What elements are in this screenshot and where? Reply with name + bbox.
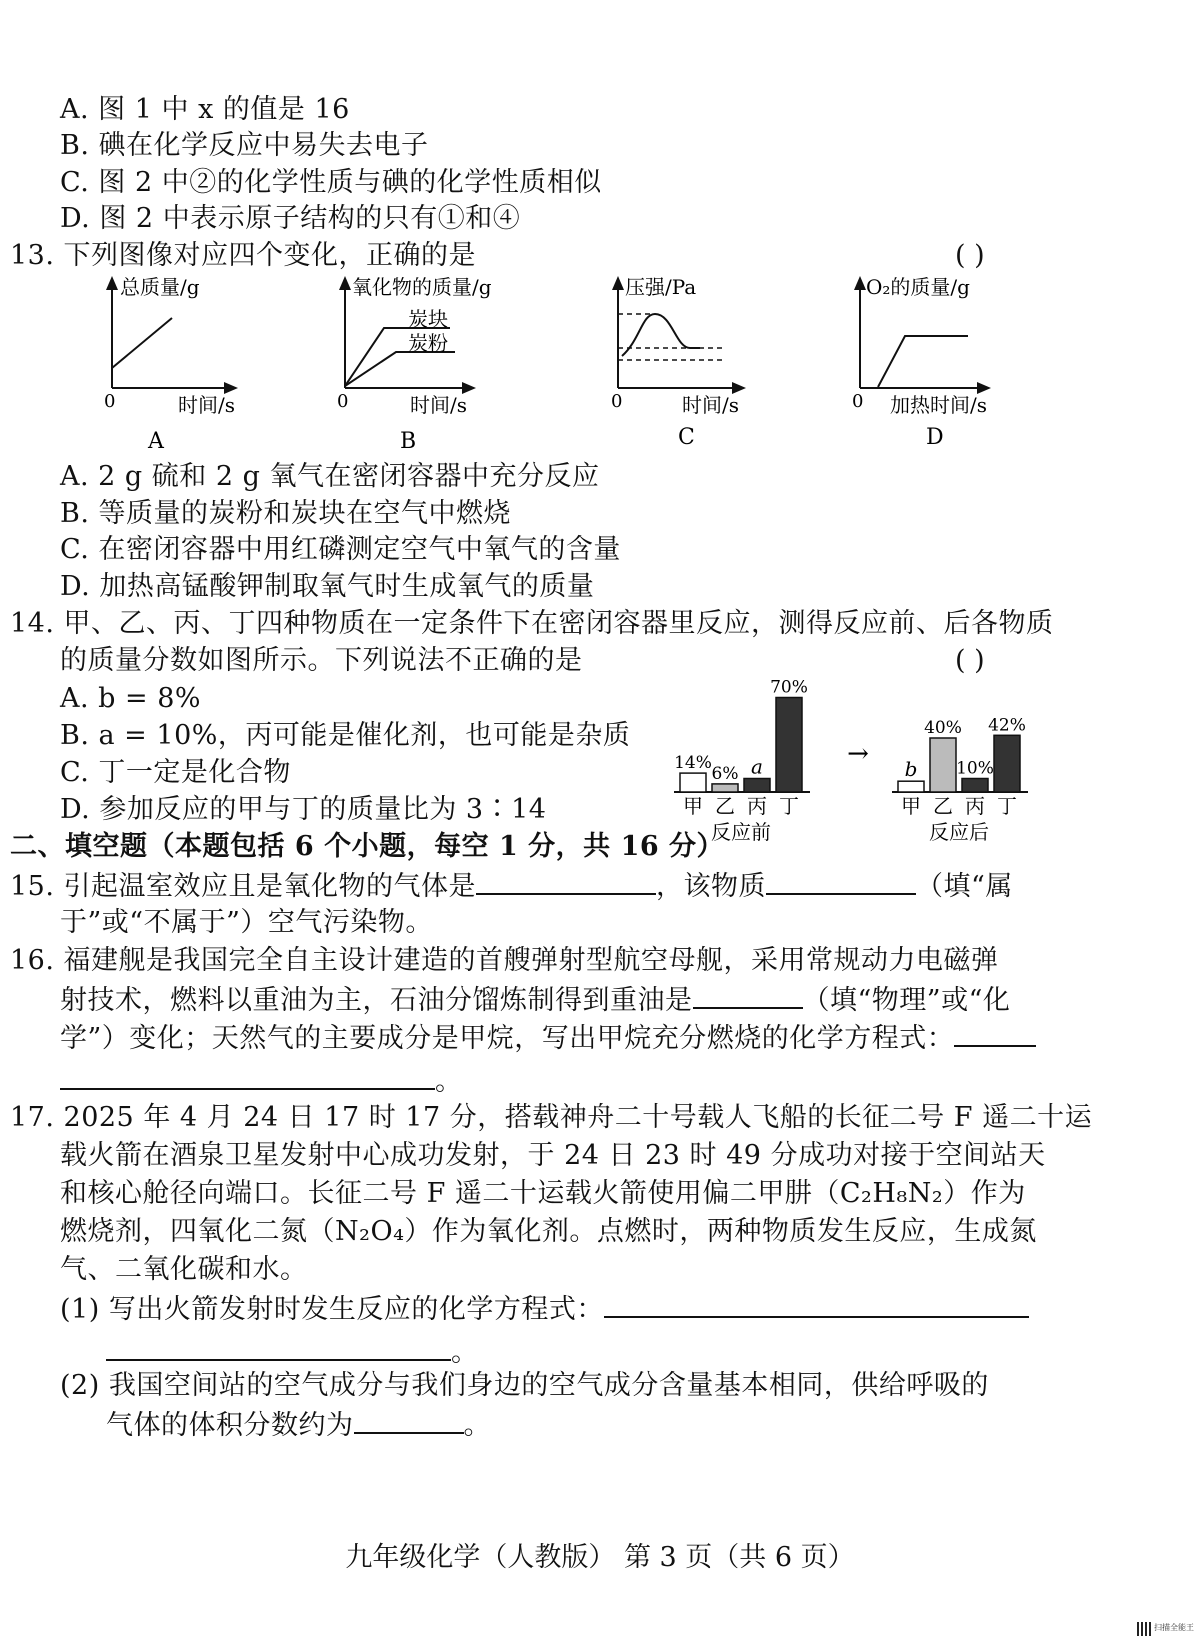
bar-2-4	[994, 735, 1020, 792]
graph-b-letter: B	[400, 429, 417, 454]
q17-line-2: 载火箭在酒泉卫星发射中心成功发射，于 24 日 23 时 49 分成功对接于空间站天	[60, 1140, 1046, 1171]
q17-line-3: 和核心舱径向端口。长征二号 F 遥二十运载火箭使用偏二甲肼（C₂H₈N₂）作为	[60, 1178, 1026, 1209]
q17-part-2-text: 气体的体积分数约为	[106, 1410, 354, 1441]
q13-answer-paren: ( )	[955, 240, 985, 271]
q17-line-5: 气、二氧化碳和水。	[60, 1254, 308, 1285]
category-2-4: 丁	[997, 794, 1017, 818]
bar-1-3	[744, 779, 770, 793]
bar-2-2	[930, 738, 956, 792]
chart-2-caption: 反应后	[929, 820, 989, 844]
category-2-2: 乙	[933, 794, 953, 818]
q16-line-4	[60, 1062, 463, 1100]
graph-b-ylabel: 氧化物的质量/g	[352, 275, 492, 299]
q15-text-3: （填“属	[916, 871, 1013, 902]
q15-blank-2[interactable]	[766, 867, 916, 895]
graph-b-xlabel: 时间/s	[410, 393, 468, 417]
bar-label-2-4: 42%	[988, 715, 1026, 736]
q17-line-4: 燃烧剂，四氧化二氮（N₂O₄）作为氧化剂。点燃时，两种物质发生反应，生成氮	[60, 1216, 1037, 1247]
q14-stem-line-1: 14. 甲、乙、丙、丁四种物质在一定条件下在密闭容器里反应，测得反应前、后各物质	[10, 608, 1054, 639]
q13-option-b: B. 等质量的炭粉和炭块在空气中燃烧	[60, 498, 512, 529]
graph-b-curve-slow	[345, 352, 455, 386]
q16-line-2	[60, 981, 1010, 1019]
q17-part-2-line-2	[106, 1406, 491, 1444]
bar-label-2-1: b	[904, 757, 918, 782]
scanner-watermark: 扫描全能王	[1154, 1623, 1194, 1632]
q16-period: 。	[435, 1066, 463, 1097]
graph-a-xlabel: 时间/s	[178, 393, 236, 417]
category-1-2: 乙	[715, 794, 735, 818]
graph-b-origin: 0	[337, 391, 349, 412]
q13-option-a: A. 2 g 硫和 2 g 氧气在密闭容器中充分反应	[60, 461, 600, 492]
graph-d-letter: D	[926, 425, 944, 450]
q16-text-2a: 射技术，燃料以重油为主，石油分馏炼制得到重油是	[60, 985, 693, 1016]
bar-label-1-4: 70%	[770, 677, 808, 698]
q17-part-2-period: 。	[463, 1410, 491, 1441]
q17-part-1-text: (1) 写出火箭发射时发生反应的化学方程式：	[60, 1294, 604, 1325]
category-1-4: 丁	[779, 794, 799, 818]
q15-blank-1[interactable]	[476, 867, 656, 895]
graph-c	[611, 275, 740, 450]
q14-option-b: B. a = 10%，丙可能是催化剂，也可能是杂质	[60, 720, 631, 751]
q16-blank-2a[interactable]	[954, 1019, 1036, 1047]
q17-part-2-line-1: (2) 我国空间站的空气成分与我们身边的空气成分含量基本相同，供给呼吸的	[60, 1370, 989, 1401]
graph-d-xlabel: 加热时间/s	[890, 393, 988, 417]
graph-a-curve	[112, 318, 172, 368]
q17-line-1: 17. 2025 年 4 月 24 日 17 时 17 分，搭载神舟二十号载人飞船的长征二号 F 遥二十运	[10, 1102, 1093, 1133]
q16-text-2b: （填“物理”或“化	[802, 985, 1011, 1016]
graph-a-ylabel: 总质量/g	[120, 275, 200, 299]
q14-answer-paren: ( )	[955, 645, 985, 676]
graph-c-xlabel: 时间/s	[682, 393, 740, 417]
page-footer: 九年级化学（人教版） 第 3 页（共 6 页）	[345, 1542, 855, 1573]
q17-blank-1a[interactable]	[604, 1290, 1029, 1318]
q16-text-3: 学”）变化；天然气的主要成分是甲烷，写出甲烷充分燃烧的化学方程式：	[60, 1023, 955, 1054]
category-1-3: 丙	[747, 794, 767, 818]
graph-b-curve-label-1: 炭块	[408, 307, 448, 331]
graph-b-curve-label-2: 炭粉	[408, 331, 448, 355]
q12-option-c: C. 图 2 中②的化学性质与碘的化学性质相似	[60, 167, 602, 198]
graph-b	[337, 275, 492, 454]
bar-label-1-3: a	[751, 754, 763, 779]
q17-part-1-period: 。	[451, 1337, 479, 1368]
q15-line-1	[10, 867, 1013, 905]
q14-option-d: D. 参加反应的甲与丁的质量比为 3∶14	[60, 794, 547, 825]
graph-d-origin: 0	[852, 391, 864, 412]
bar-1-2	[712, 784, 738, 792]
q13-option-c: C. 在密闭容器中用红磷测定空气中氧气的含量	[60, 534, 621, 565]
q16-line-1: 16. 福建舰是我国完全自主设计建造的首艘弹射型航空母舰，采用常规动力电磁弹	[10, 945, 999, 976]
bar-2-3	[962, 779, 988, 793]
bar-label-1-1: 14%	[674, 753, 712, 774]
q17-blank-1b[interactable]	[106, 1333, 451, 1361]
q14-option-a: A. b = 8%	[60, 683, 202, 714]
bar-1-1	[680, 773, 706, 792]
reaction-arrow-icon: →	[847, 739, 869, 769]
qr-code-icon	[1137, 1622, 1151, 1636]
q17-part-1-cont	[106, 1333, 479, 1371]
q14-stem-line-2: 的质量分数如图所示。下列说法不正确的是	[60, 645, 583, 676]
q12-option-b: B. 碘在化学反应中易失去电子	[60, 130, 429, 161]
graph-c-curve	[622, 314, 700, 356]
q15-line-2: 于”或“不属于”）空气污染物。	[60, 907, 433, 938]
q15-text-1: 15. 引起温室效应且是氧化物的气体是	[10, 871, 477, 902]
bar-label-2-2: 40%	[924, 718, 962, 738]
q15-text-2: ，该物质	[656, 871, 767, 902]
q13-graphs	[0, 270, 1200, 460]
graph-a-letter: A	[148, 429, 164, 454]
category-1-1: 甲	[683, 794, 703, 818]
bar-label-1-2: 6%	[711, 763, 739, 784]
q16-blank-2b[interactable]	[60, 1062, 435, 1090]
bar-1-4	[776, 698, 802, 793]
q16-line-3	[60, 1019, 1036, 1057]
graph-d-ylabel: O₂的质量/g	[866, 275, 970, 299]
q16-blank-1[interactable]	[693, 981, 803, 1009]
q12-option-d: D. 图 2 中表示原子结构的只有①和④	[60, 203, 521, 234]
graph-c-letter: C	[678, 425, 695, 450]
q13-option-d: D. 加热高锰酸钾制取氧气时生成氧气的质量	[60, 571, 595, 602]
graph-a	[104, 275, 235, 454]
chart-1-caption: 反应前	[711, 820, 771, 844]
graph-c-ylabel: 压强/Pa	[625, 275, 697, 299]
graph-d	[852, 275, 987, 450]
category-2-1: 甲	[901, 794, 921, 818]
q12-option-a: A. 图 1 中 x 的值是 16	[60, 94, 350, 125]
q13-stem: 13. 下列图像对应四个变化，正确的是	[10, 240, 477, 271]
graph-c-origin: 0	[611, 391, 623, 412]
category-2-3: 丙	[965, 794, 985, 818]
bar-label-2-3: 10%	[956, 758, 994, 779]
graph-d-curve	[878, 336, 968, 387]
q17-blank-2[interactable]	[354, 1406, 464, 1434]
graph-a-origin: 0	[104, 391, 116, 412]
bar-2-1	[898, 781, 924, 792]
q14-bar-charts	[660, 670, 1080, 850]
q17-part-1	[60, 1290, 1029, 1328]
q14-option-c: C. 丁一定是化合物	[60, 757, 291, 788]
section-2-heading: 二、填空题（本题包括 6 个小题，每空 1 分，共 16 分）	[10, 831, 725, 862]
